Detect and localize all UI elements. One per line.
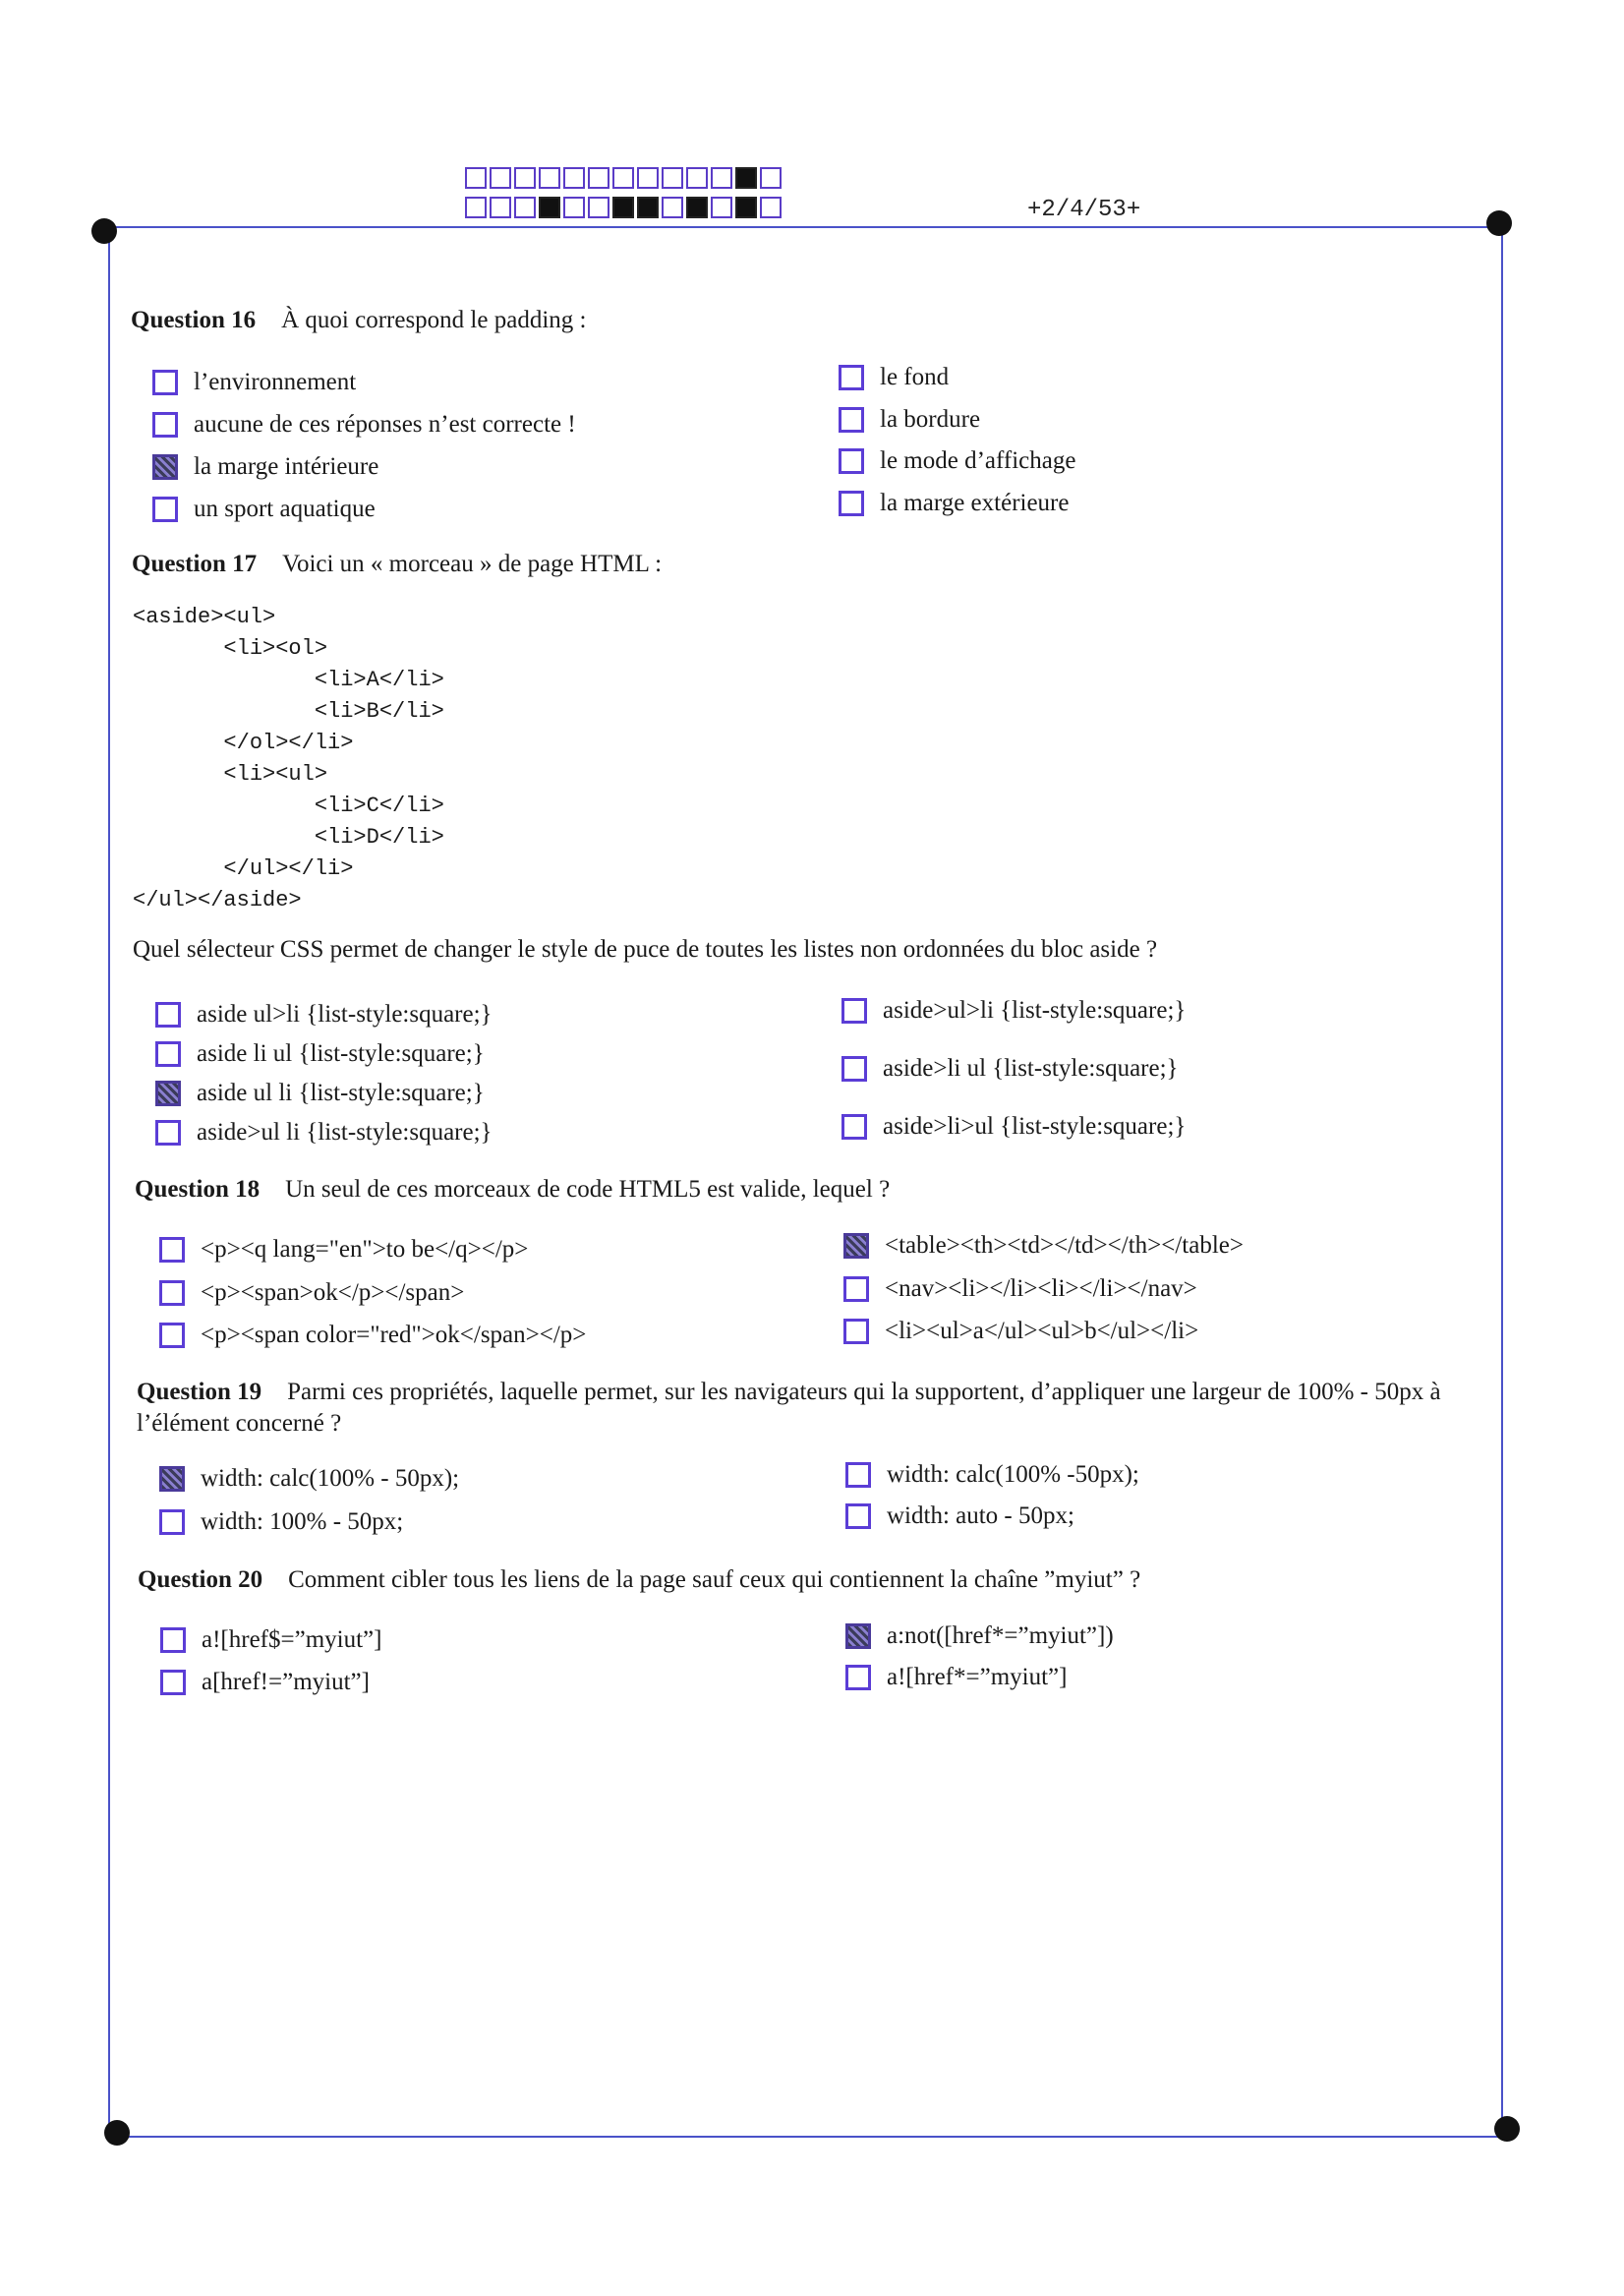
option-label: aside>ul>li {list-style:square;}: [883, 997, 1187, 1024]
barcode-row-1-cell: [637, 167, 659, 189]
option-label: <nav><li></li><li></li></nav>: [885, 1275, 1197, 1302]
option-label: la bordure: [880, 406, 981, 433]
q20-label: Question 20: [138, 1566, 263, 1593]
answer-checkbox[interactable]: [841, 1056, 867, 1082]
option-label: le fond: [880, 364, 950, 390]
barcode-row-2-cell: [588, 197, 609, 218]
q16-label: Question 16: [131, 307, 257, 333]
q18-option-right-3[interactable]: [843, 1318, 1198, 1345]
barcode-row-1-cell: [760, 167, 782, 189]
corner-marker-bottom-right: [1494, 2116, 1520, 2142]
option-label: <table><th><td></td></th></table>: [885, 1232, 1244, 1259]
q20-title: [138, 1566, 1140, 1594]
barcode-row-1-cell: [686, 167, 708, 189]
barcode-row-2-cell: [760, 197, 782, 218]
barcode-row-2-cell: [514, 197, 536, 218]
barcode-row-2-cell: [539, 197, 560, 218]
q16-option-left-2[interactable]: [152, 411, 576, 439]
q18-option-right-2[interactable]: [843, 1275, 1197, 1303]
barcode-row-2-cell: [612, 197, 634, 218]
answer-checkbox[interactable]: [845, 1503, 871, 1529]
q19-option-right-1[interactable]: [845, 1461, 1139, 1489]
q16-option-left-1[interactable]: [152, 369, 356, 396]
q17-option-left-4[interactable]: [155, 1119, 493, 1147]
option-label: aside li ul {list-style:square;}: [197, 1040, 485, 1067]
option-label: aside>li ul {list-style:square;}: [883, 1055, 1179, 1082]
answer-checkbox[interactable]: [159, 1237, 185, 1263]
answer-checkbox[interactable]: [152, 370, 178, 395]
answer-checkbox[interactable]: [843, 1276, 869, 1302]
q17-text: Voici un « morceau » de page HTML :: [282, 551, 663, 577]
answer-checkbox[interactable]: [845, 1623, 871, 1649]
barcode-row-2-cell: [735, 197, 757, 218]
answer-checkbox[interactable]: [843, 1319, 869, 1344]
answer-checkbox[interactable]: [160, 1627, 186, 1653]
q16-title: [131, 307, 586, 334]
answer-checkbox[interactable]: [152, 412, 178, 438]
q18-title: [135, 1176, 890, 1204]
answer-checkbox[interactable]: [160, 1670, 186, 1695]
option-label: a[href!=”myiut”]: [202, 1669, 370, 1695]
q17-question: Quel sélecteur CSS permet de changer le style de puce de toutes les listes non ordonnées du bloc aside ?: [133, 936, 1158, 963]
q19-text: Parmi ces propriétés, laquelle permet, sur les navigateurs qui la supportent, d’appliquer une largeur de 100% - 50px à l’élément concerné ?: [137, 1379, 1441, 1437]
answer-checkbox[interactable]: [159, 1280, 185, 1306]
q18-option-left-3[interactable]: [159, 1322, 586, 1349]
q16-text: À quoi correspond le padding :: [281, 307, 587, 333]
answer-checkbox[interactable]: [841, 1114, 867, 1140]
barcode-row-1-cell: [563, 167, 585, 189]
answer-checkbox[interactable]: [845, 1665, 871, 1690]
q16-option-right-1[interactable]: [839, 364, 949, 391]
q20-option-left-2[interactable]: [160, 1669, 370, 1696]
option-label: width: calc(100% -50px);: [887, 1461, 1139, 1488]
answer-checkbox[interactable]: [155, 1002, 181, 1028]
q19-label: Question 19: [137, 1379, 262, 1405]
barcode-row-2-cell: [563, 197, 585, 218]
answer-checkbox[interactable]: [839, 365, 864, 390]
barcode-row-1-cell: [539, 167, 560, 189]
q20-option-right-2[interactable]: [845, 1664, 1067, 1691]
answer-checkbox[interactable]: [155, 1120, 181, 1146]
q16-option-left-3[interactable]: [152, 453, 378, 481]
q17-option-right-2[interactable]: [841, 1055, 1179, 1083]
answer-checkbox[interactable]: [159, 1323, 185, 1348]
answer-checkbox[interactable]: [152, 454, 178, 480]
option-label: <li><ul>a</ul><ul>b</ul></li>: [885, 1318, 1199, 1344]
q18-text: Un seul de ces morceaux de code HTML5 est valide, lequel ?: [285, 1176, 891, 1203]
answer-checkbox[interactable]: [155, 1081, 181, 1106]
answer-checkbox[interactable]: [843, 1233, 869, 1259]
q17-title: [132, 551, 662, 578]
q16-option-right-3[interactable]: [839, 447, 1075, 475]
answer-checkbox[interactable]: [845, 1462, 871, 1488]
barcode-row-2-cell: [465, 197, 487, 218]
q16-option-right-2[interactable]: [839, 406, 980, 434]
corner-marker-bottom-left: [104, 2120, 130, 2146]
barcode-row-1-cell: [662, 167, 683, 189]
option-label: aside>li>ul {list-style:square;}: [883, 1113, 1187, 1140]
option-label: width: 100% - 50px;: [201, 1508, 404, 1535]
option-label: a![href$=”myiut”]: [202, 1626, 382, 1653]
option-label: un sport aquatique: [194, 496, 376, 522]
barcode-row-2-cell: [686, 197, 708, 218]
option-label: aside ul>li {list-style:square;}: [197, 1001, 493, 1028]
barcode-row-1-cell: [612, 167, 634, 189]
q17-option-right-1[interactable]: [841, 997, 1186, 1025]
answer-checkbox[interactable]: [839, 491, 864, 516]
q18-option-left-1[interactable]: [159, 1236, 528, 1264]
answer-checkbox[interactable]: [155, 1041, 181, 1067]
barcode-row-1-cell: [711, 167, 732, 189]
barcode-row-2-cell: [711, 197, 732, 218]
option-label: aside>ul li {list-style:square;}: [197, 1119, 493, 1146]
corner-marker-top-right: [1486, 210, 1512, 236]
option-label: a![href*=”myiut”]: [887, 1664, 1068, 1690]
option-label: width: auto - 50px;: [887, 1502, 1074, 1529]
answer-checkbox[interactable]: [839, 448, 864, 474]
barcode-row-1-cell: [465, 167, 487, 189]
barcode-row-1-cell: [588, 167, 609, 189]
barcode-row-2-cell: [490, 197, 511, 218]
q17-option-right-3[interactable]: [841, 1113, 1186, 1141]
answer-checkbox[interactable]: [841, 998, 867, 1024]
barcode-row-1-cell: [490, 167, 511, 189]
q20-option-right-1[interactable]: [845, 1622, 1114, 1650]
q20-option-left-1[interactable]: [160, 1626, 381, 1654]
option-label: a:not([href*=”myiut”]): [887, 1622, 1114, 1649]
barcode-row-1: [465, 167, 784, 189]
q19-option-left-2[interactable]: [159, 1508, 403, 1536]
answer-checkbox[interactable]: [152, 497, 178, 522]
barcode-row-2-cell: [637, 197, 659, 218]
option-label: le mode d’affichage: [880, 447, 1076, 474]
answer-checkbox[interactable]: [159, 1466, 185, 1492]
q17-option-left-1[interactable]: [155, 1001, 493, 1029]
q19-title: [137, 1377, 1483, 1440]
q17-option-left-3[interactable]: [155, 1080, 485, 1107]
option-label: l’environnement: [194, 369, 357, 395]
q17-label: Question 17: [132, 551, 258, 577]
q16-option-right-4[interactable]: [839, 490, 1069, 517]
q16-option-left-4[interactable]: [152, 496, 376, 523]
q18-label: Question 18: [135, 1176, 261, 1203]
q17-code-snippet: <aside><ul> <li><ol> <li>A</li> <li>B</li> </ol></li> <li><ul> <li>C</li> <li>D</li> </ul></li> </ul></aside>: [133, 605, 444, 913]
page-code: +2/4/53+: [1027, 197, 1141, 223]
option-label: width: calc(100% - 50px);: [201, 1465, 460, 1492]
option-label: la marge extérieure: [880, 490, 1070, 516]
option-label: aside ul li {list-style:square;}: [197, 1080, 485, 1106]
q20-text: Comment cibler tous les liens de la page sauf ceux qui contiennent la chaîne ”myiut” ?: [288, 1566, 1141, 1593]
option-label: <p><q lang="en">to be</q></p>: [201, 1236, 529, 1263]
option-label: <p><span color="red">ok</span></p>: [201, 1322, 587, 1348]
q17-option-left-2[interactable]: [155, 1040, 485, 1068]
answer-checkbox[interactable]: [839, 407, 864, 433]
barcode-row-1-cell: [514, 167, 536, 189]
q19-option-right-2[interactable]: [845, 1502, 1074, 1530]
q19-option-left-1[interactable]: [159, 1465, 459, 1493]
barcode-row-2-cell: [662, 197, 683, 218]
corner-marker-top-left: [91, 218, 117, 244]
barcode-row-2: [465, 197, 784, 218]
answer-checkbox[interactable]: [159, 1509, 185, 1535]
q18-option-right-1[interactable]: [843, 1232, 1244, 1260]
option-label: <p><span>ok</p></span>: [201, 1279, 465, 1306]
barcode-row-1-cell: [735, 167, 757, 189]
option-label: la marge intérieure: [194, 453, 379, 480]
q18-option-left-2[interactable]: [159, 1279, 464, 1307]
option-label: aucune de ces réponses n’est correcte !: [194, 411, 576, 438]
